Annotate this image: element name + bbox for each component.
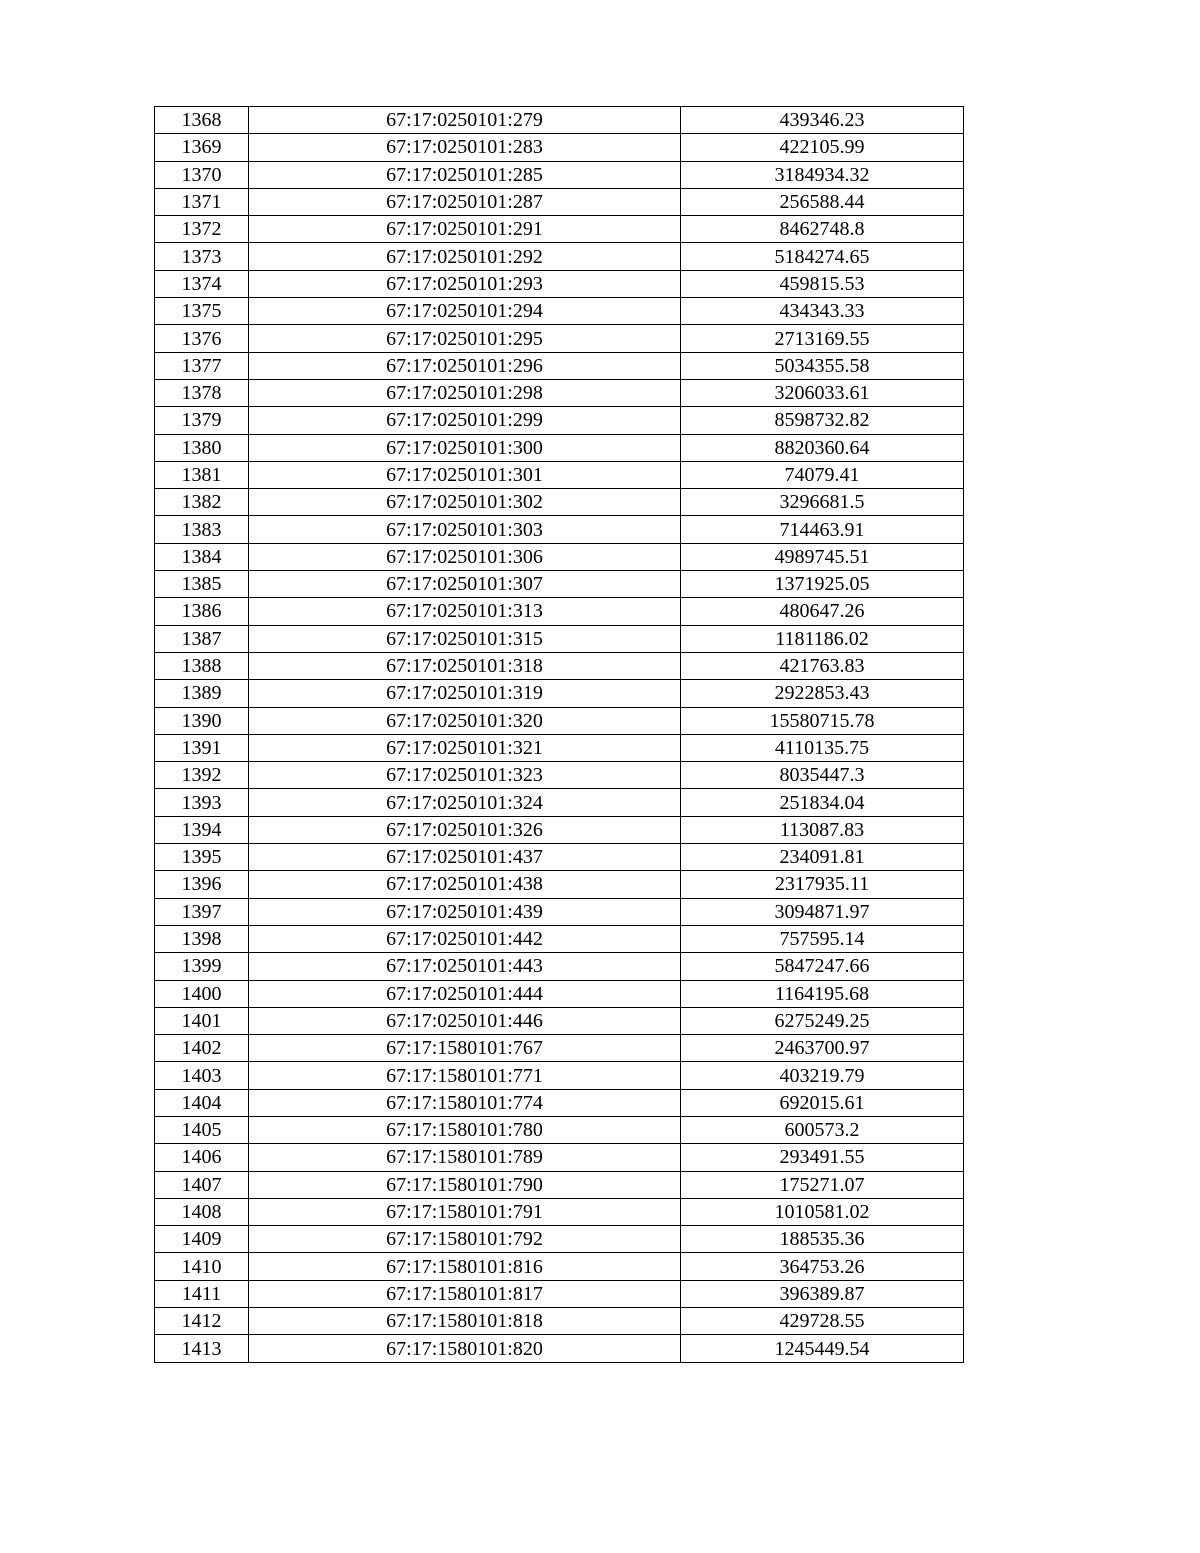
table-row [155, 734, 964, 761]
table-row [155, 543, 964, 570]
table-row [155, 270, 964, 297]
value-cell: 74079.41 [681, 461, 964, 488]
cadastral-number-cell: 67:17:0250101:303 [249, 516, 681, 543]
cadastral-number-cell: 67:17:0250101:437 [249, 844, 681, 871]
cadastral-number-cell: 67:17:0250101:307 [249, 571, 681, 598]
cadastral-number-cell: 67:17:0250101:292 [249, 243, 681, 270]
table-row [155, 1280, 964, 1307]
table-row [155, 816, 964, 843]
cadastral-number-cell: 67:17:0250101:442 [249, 925, 681, 952]
table-row [155, 243, 964, 270]
table-row [155, 1253, 964, 1280]
value-cell: 1371925.05 [681, 571, 964, 598]
value-cell: 4110135.75 [681, 734, 964, 761]
value-cell: 1164195.68 [681, 980, 964, 1007]
row-number-cell: 1408 [155, 1198, 249, 1225]
table-row [155, 107, 964, 134]
cadastral-number-cell: 67:17:0250101:295 [249, 325, 681, 352]
value-cell: 2922853.43 [681, 680, 964, 707]
table-row [155, 980, 964, 1007]
row-number-cell: 1370 [155, 161, 249, 188]
table-row [155, 134, 964, 161]
row-number-cell: 1407 [155, 1171, 249, 1198]
value-cell: 2463700.97 [681, 1035, 964, 1062]
cadastral-number-cell: 67:17:1580101:818 [249, 1308, 681, 1335]
row-number-cell: 1387 [155, 625, 249, 652]
value-cell: 8598732.82 [681, 407, 964, 434]
cadastral-number-cell: 67:17:0250101:302 [249, 489, 681, 516]
cadastral-number-cell: 67:17:0250101:326 [249, 816, 681, 843]
cadastral-number-cell: 67:17:1580101:820 [249, 1335, 681, 1362]
row-number-cell: 1373 [155, 243, 249, 270]
table-row [155, 1062, 964, 1089]
row-number-cell: 1393 [155, 789, 249, 816]
row-number-cell: 1401 [155, 1007, 249, 1034]
table-row [155, 434, 964, 461]
cadastral-number-cell: 67:17:0250101:321 [249, 734, 681, 761]
row-number-cell: 1376 [155, 325, 249, 352]
row-number-cell: 1411 [155, 1280, 249, 1307]
cadastral-number-cell: 67:17:0250101:301 [249, 461, 681, 488]
cadastral-number-cell: 67:17:0250101:300 [249, 434, 681, 461]
table-row [155, 789, 964, 816]
table-row [155, 516, 964, 543]
cadastral-number-cell: 67:17:1580101:792 [249, 1226, 681, 1253]
row-number-cell: 1392 [155, 762, 249, 789]
cadastral-number-cell: 67:17:0250101:293 [249, 270, 681, 297]
cadastral-number-cell: 67:17:0250101:291 [249, 216, 681, 243]
value-cell: 434343.33 [681, 298, 964, 325]
table-row [155, 407, 964, 434]
table-row [155, 489, 964, 516]
value-cell: 256588.44 [681, 188, 964, 215]
row-number-cell: 1374 [155, 270, 249, 297]
table-row [155, 652, 964, 679]
value-cell: 1245449.54 [681, 1335, 964, 1362]
value-cell: 5184274.65 [681, 243, 964, 270]
table-row [155, 325, 964, 352]
cadastral-number-cell: 67:17:0250101:444 [249, 980, 681, 1007]
table-row [155, 1226, 964, 1253]
table-row [155, 680, 964, 707]
table-row [155, 953, 964, 980]
value-cell: 429728.55 [681, 1308, 964, 1335]
cadastral-number-cell: 67:17:0250101:306 [249, 543, 681, 570]
value-cell: 3094871.97 [681, 898, 964, 925]
cadastral-number-cell: 67:17:0250101:323 [249, 762, 681, 789]
cadastral-number-cell: 67:17:0250101:287 [249, 188, 681, 215]
table-row [155, 1144, 964, 1171]
row-number-cell: 1375 [155, 298, 249, 325]
table-row [155, 188, 964, 215]
value-cell: 600573.2 [681, 1116, 964, 1143]
row-number-cell: 1388 [155, 652, 249, 679]
value-cell: 4989745.51 [681, 543, 964, 570]
table-row [155, 762, 964, 789]
row-number-cell: 1368 [155, 107, 249, 134]
value-cell: 234091.81 [681, 844, 964, 871]
table-row [155, 216, 964, 243]
row-number-cell: 1385 [155, 571, 249, 598]
value-cell: 364753.26 [681, 1253, 964, 1280]
table-row [155, 1035, 964, 1062]
value-cell: 757595.14 [681, 925, 964, 952]
table-row [155, 379, 964, 406]
row-number-cell: 1399 [155, 953, 249, 980]
cadastral-number-cell: 67:17:1580101:791 [249, 1198, 681, 1225]
row-number-cell: 1400 [155, 980, 249, 1007]
value-cell: 5847247.66 [681, 953, 964, 980]
value-cell: 3296681.5 [681, 489, 964, 516]
row-number-cell: 1386 [155, 598, 249, 625]
row-number-cell: 1398 [155, 925, 249, 952]
row-number-cell: 1397 [155, 898, 249, 925]
cadastral-number-cell: 67:17:0250101:319 [249, 680, 681, 707]
cadastral-number-cell: 67:17:0250101:439 [249, 898, 681, 925]
table-row [155, 1335, 964, 1362]
value-cell: 1010581.02 [681, 1198, 964, 1225]
value-cell: 692015.61 [681, 1089, 964, 1116]
row-number-cell: 1372 [155, 216, 249, 243]
table-row [155, 707, 964, 734]
cadastral-number-cell: 67:17:1580101:790 [249, 1171, 681, 1198]
cadastral-number-cell: 67:17:0250101:443 [249, 953, 681, 980]
row-number-cell: 1409 [155, 1226, 249, 1253]
value-cell: 188535.36 [681, 1226, 964, 1253]
cadastral-number-cell: 67:17:0250101:299 [249, 407, 681, 434]
row-number-cell: 1381 [155, 461, 249, 488]
row-number-cell: 1369 [155, 134, 249, 161]
cadastral-number-cell: 67:17:0250101:313 [249, 598, 681, 625]
row-number-cell: 1410 [155, 1253, 249, 1280]
row-number-cell: 1391 [155, 734, 249, 761]
value-cell: 714463.91 [681, 516, 964, 543]
value-cell: 6275249.25 [681, 1007, 964, 1034]
table-row [155, 925, 964, 952]
cadastral-number-cell: 67:17:0250101:298 [249, 379, 681, 406]
cadastral-number-cell: 67:17:0250101:318 [249, 652, 681, 679]
row-number-cell: 1390 [155, 707, 249, 734]
table-row [155, 1198, 964, 1225]
row-number-cell: 1378 [155, 379, 249, 406]
cadastral-number-cell: 67:17:1580101:774 [249, 1089, 681, 1116]
table-row [155, 844, 964, 871]
row-number-cell: 1389 [155, 680, 249, 707]
table-row [155, 461, 964, 488]
cadastral-number-cell: 67:17:1580101:780 [249, 1116, 681, 1143]
value-cell: 3184934.32 [681, 161, 964, 188]
cadastral-number-cell: 67:17:1580101:771 [249, 1062, 681, 1089]
table-row [155, 1116, 964, 1143]
table-row [155, 1007, 964, 1034]
row-number-cell: 1413 [155, 1335, 249, 1362]
cadastral-number-cell: 67:17:0250101:279 [249, 107, 681, 134]
value-cell: 251834.04 [681, 789, 964, 816]
table-row [155, 871, 964, 898]
table-body [155, 107, 964, 1363]
cadastral-number-cell: 67:17:0250101:285 [249, 161, 681, 188]
value-cell: 8820360.64 [681, 434, 964, 461]
value-cell: 459815.53 [681, 270, 964, 297]
table-row [155, 625, 964, 652]
value-cell: 396389.87 [681, 1280, 964, 1307]
table-row [155, 598, 964, 625]
cadastral-number-cell: 67:17:1580101:767 [249, 1035, 681, 1062]
value-cell: 3206033.61 [681, 379, 964, 406]
cadastral-number-cell: 67:17:0250101:324 [249, 789, 681, 816]
row-number-cell: 1396 [155, 871, 249, 898]
table-row [155, 1308, 964, 1335]
value-cell: 2317935.11 [681, 871, 964, 898]
cadastral-number-cell: 67:17:0250101:446 [249, 1007, 681, 1034]
table-row [155, 571, 964, 598]
cadastral-number-cell: 67:17:0250101:438 [249, 871, 681, 898]
row-number-cell: 1383 [155, 516, 249, 543]
cadastral-number-cell: 67:17:1580101:817 [249, 1280, 681, 1307]
value-cell: 421763.83 [681, 652, 964, 679]
table-row [155, 1171, 964, 1198]
row-number-cell: 1377 [155, 352, 249, 379]
row-number-cell: 1371 [155, 188, 249, 215]
cadastral-number-cell: 67:17:0250101:315 [249, 625, 681, 652]
value-cell: 8035447.3 [681, 762, 964, 789]
value-cell: 2713169.55 [681, 325, 964, 352]
row-number-cell: 1379 [155, 407, 249, 434]
value-cell: 422105.99 [681, 134, 964, 161]
value-cell: 439346.23 [681, 107, 964, 134]
row-number-cell: 1412 [155, 1308, 249, 1335]
value-cell: 8462748.8 [681, 216, 964, 243]
row-number-cell: 1405 [155, 1116, 249, 1143]
value-cell: 1181186.02 [681, 625, 964, 652]
value-cell: 403219.79 [681, 1062, 964, 1089]
value-cell: 293491.55 [681, 1144, 964, 1171]
cadastral-number-cell: 67:17:1580101:816 [249, 1253, 681, 1280]
row-number-cell: 1402 [155, 1035, 249, 1062]
cadastral-number-cell: 67:17:0250101:294 [249, 298, 681, 325]
table-row [155, 161, 964, 188]
value-cell: 15580715.78 [681, 707, 964, 734]
table-row [155, 898, 964, 925]
row-number-cell: 1382 [155, 489, 249, 516]
cadastral-number-cell: 67:17:0250101:283 [249, 134, 681, 161]
row-number-cell: 1395 [155, 844, 249, 871]
value-cell: 113087.83 [681, 816, 964, 843]
cadastral-number-cell: 67:17:0250101:320 [249, 707, 681, 734]
row-number-cell: 1406 [155, 1144, 249, 1171]
row-number-cell: 1394 [155, 816, 249, 843]
cadastral-value-table [154, 106, 964, 1363]
row-number-cell: 1404 [155, 1089, 249, 1116]
row-number-cell: 1380 [155, 434, 249, 461]
cadastral-number-cell: 67:17:0250101:296 [249, 352, 681, 379]
row-number-cell: 1403 [155, 1062, 249, 1089]
cadastral-number-cell: 67:17:1580101:789 [249, 1144, 681, 1171]
table-row [155, 1089, 964, 1116]
value-cell: 5034355.58 [681, 352, 964, 379]
value-cell: 480647.26 [681, 598, 964, 625]
row-number-cell: 1384 [155, 543, 249, 570]
table-row [155, 352, 964, 379]
table-row [155, 298, 964, 325]
value-cell: 175271.07 [681, 1171, 964, 1198]
